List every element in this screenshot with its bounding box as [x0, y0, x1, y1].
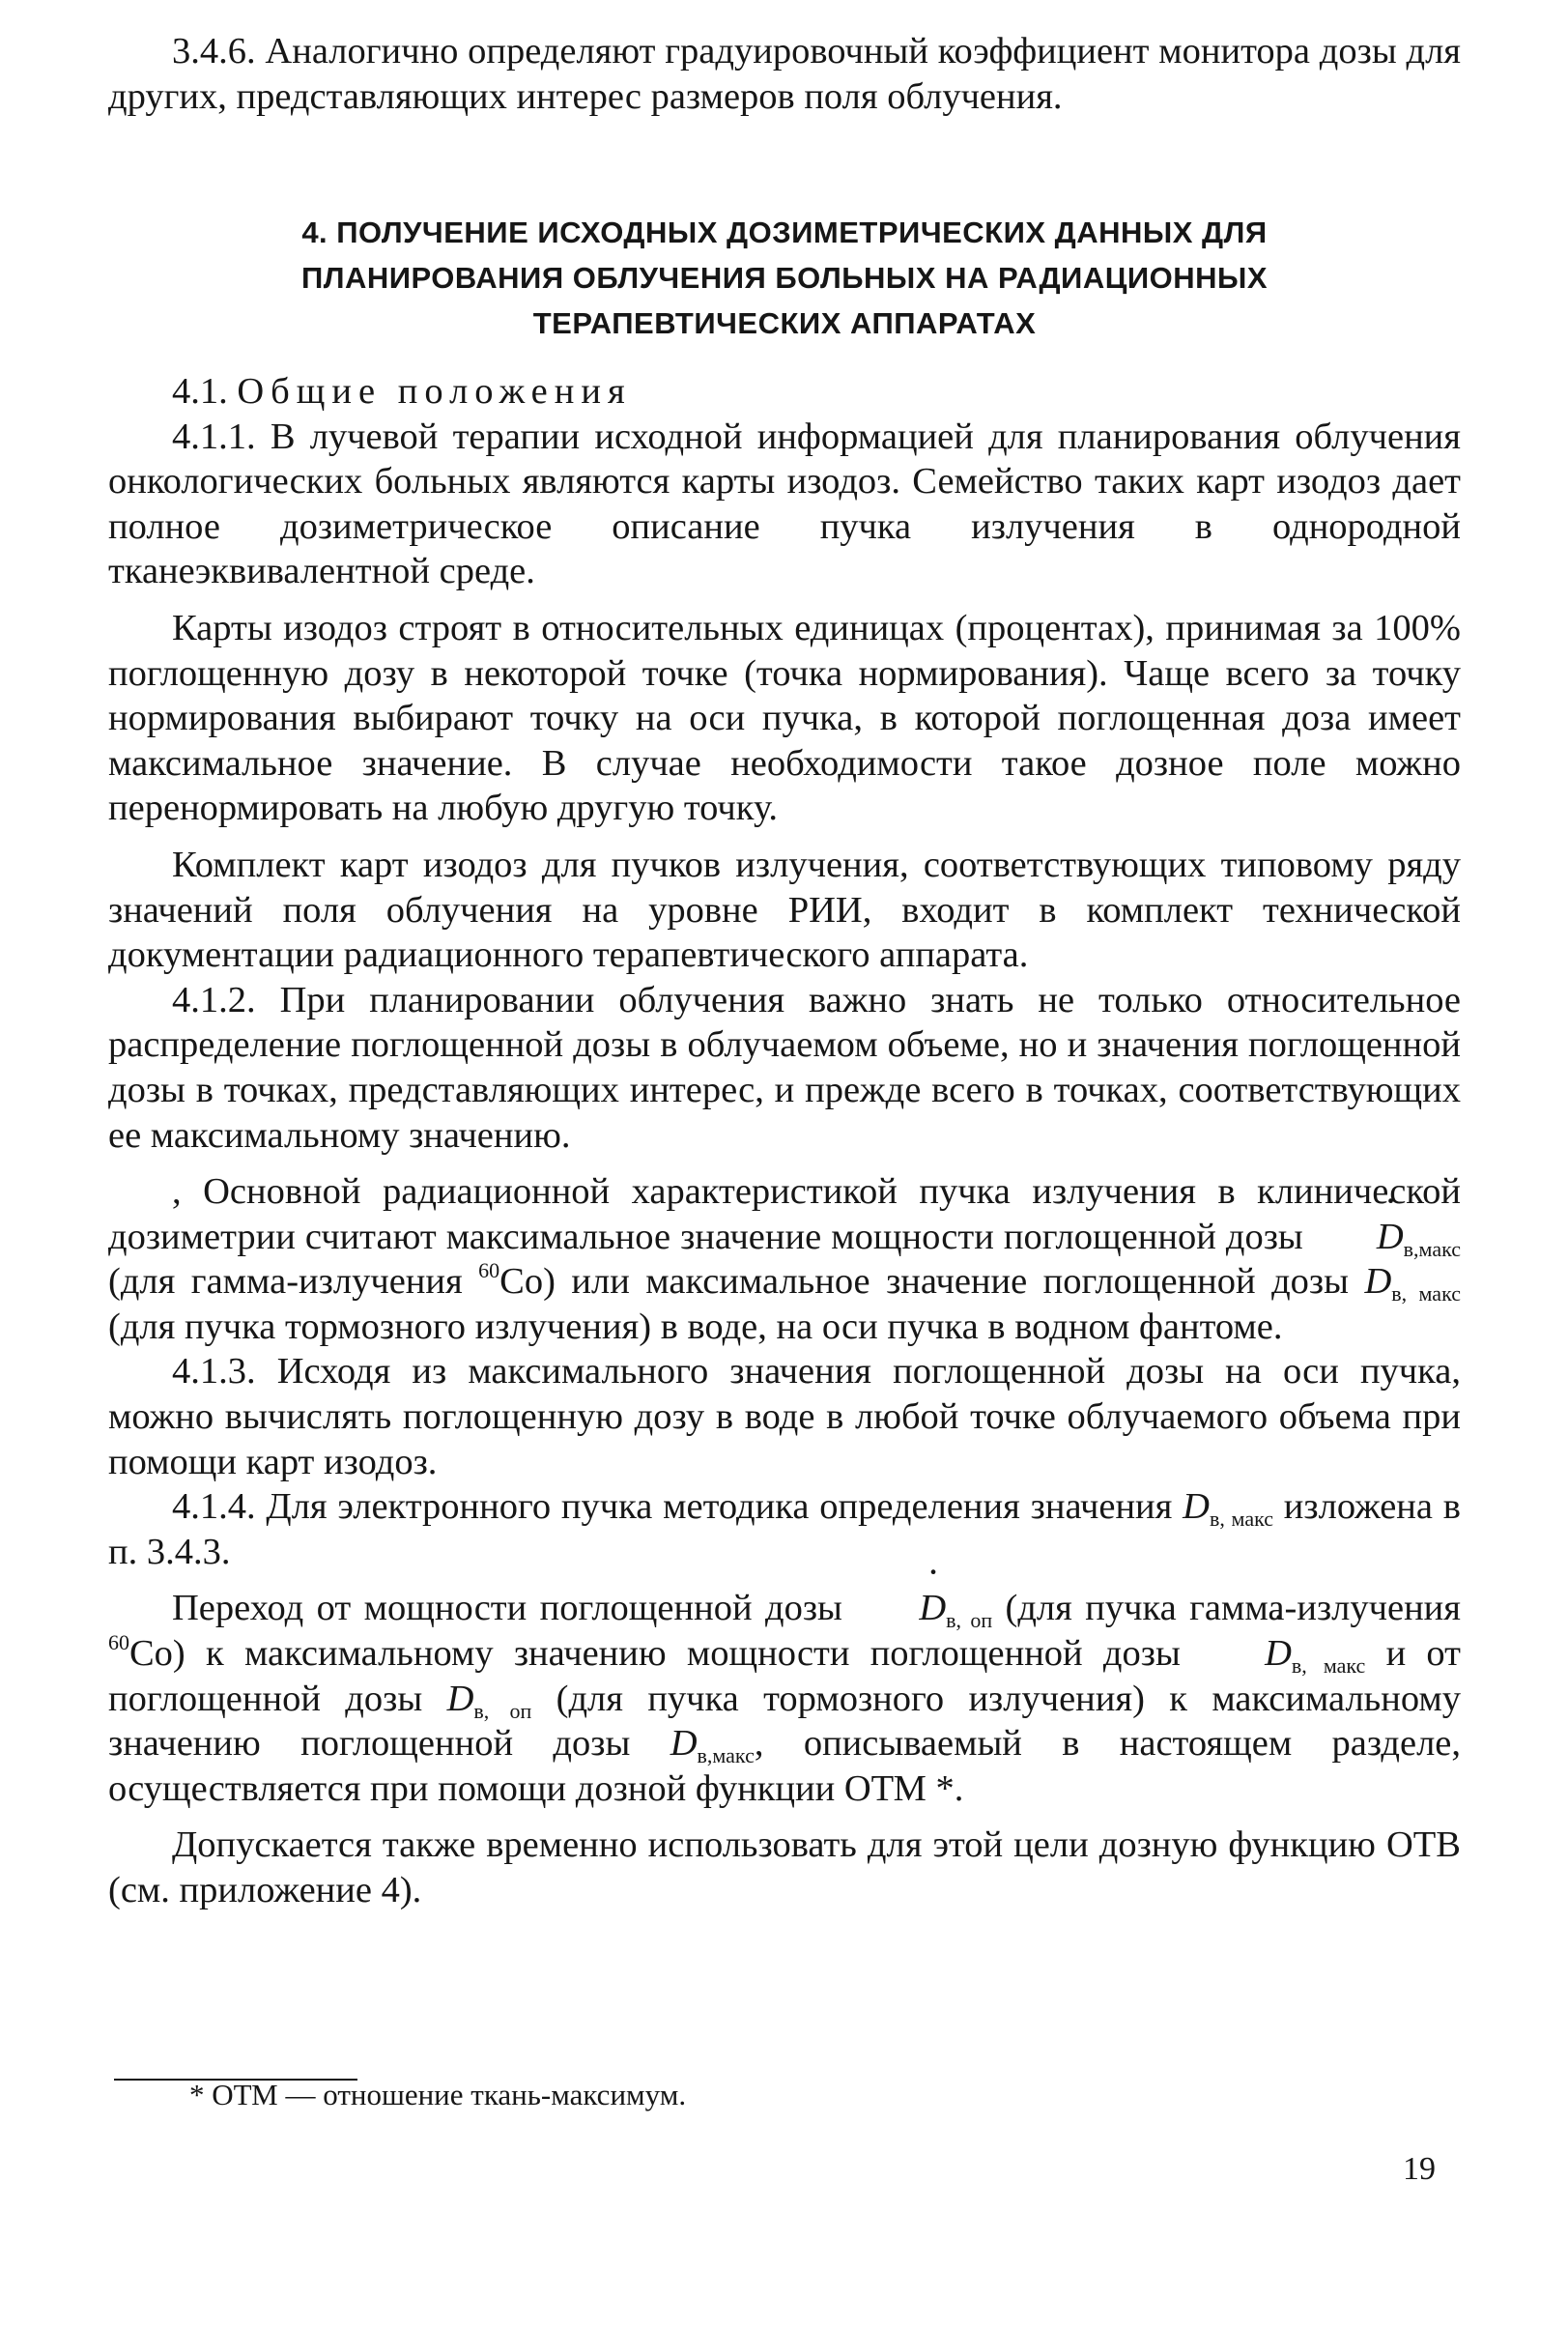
paragraph-4-1-1: 4.1.1. В лучевой терапии исходной информацией для планирования облучения онкологических больных являются карты изодоз. Семейство таких карт изодоз дает полное дозиметрическое описание пучка излучения в однородной тканеэквивалентной среде.: [108, 416, 1461, 592]
section-3-4-6: [108, 29, 1461, 119]
dose-rate-symbol: · D: [1201, 1631, 1292, 1677]
paragraph-4-1-4: 4.1.4. Для электронного пучка методика определения значения $D_{в, макс}$ изложена в п. 3.4.3.: [108, 1486, 1461, 1572]
paragraph-4-1-3: 4.1.3. Исходя из максимального значения поглощенной дозы на оси пучка, можно вычислять поглощенную дозу в воде в любой точке облучаемого объема при помощи карт изодоз.: [108, 1351, 1461, 1482]
subsection-number: 4.1.: [172, 371, 228, 412]
subsection-4-1-title: [108, 369, 1461, 415]
dose-rate-symbol: · D: [855, 1586, 946, 1631]
dose-symbol: D: [1183, 1486, 1210, 1528]
section-4-body: [108, 369, 1461, 1913]
dose-symbol: D: [446, 1678, 474, 1719]
paragraph-3-4-6: 3.4.6. Аналогично определяют градуировочный коэффициент монитора дозы для других, представляющих интерес размеров поля облучения.: [108, 31, 1461, 117]
section-title-line-3: ТЕРАПЕВТИЧЕСКИХ АППАРАТАХ: [532, 306, 1037, 340]
section-4-heading: [108, 210, 1461, 346]
section-title-line-2: ПЛАНИРОВАНИЯ ОБЛУЧЕНИЯ БОЛЬНЫХ НА РАДИАЦИОННЫХ: [300, 261, 1269, 295]
paragraph-isodose-kit: Комплект карт изодоз для пучков излучения, соответствующих типовому ряду значений поля облучения на уровне РИИ, входит в комплект технической документации радиационного терапевтического аппарата.: [108, 844, 1461, 976]
subsection-name: Общие положения: [237, 371, 632, 412]
dose-symbol: D: [1364, 1261, 1392, 1303]
dose-symbol: D: [670, 1723, 698, 1765]
dose-rate-symbol: · D: [1313, 1215, 1404, 1260]
paragraph-isodose-maps: Карты изодоз строят в относительных единицах (процентах), принимая за 100% поглощенную дозу в некоторой точке (точка нормирования). Чаще всего за точку нормирования выбирают точку на оси пучка, в которой поглощенная доза имеет максимальное значение. В случае необходимости такое дозное поле можно перенормировать на любую другую точку.: [108, 607, 1461, 829]
footnote: * ОТМ — отношение ткань-максимум.: [189, 2078, 687, 2111]
paragraph-allowed: Допускается также временно использовать для этой цели дозную функцию ОТВ (см. приложение 4).: [108, 1824, 1461, 1910]
paragraph-transition: Переход от мощности поглощенной дозы · $D_{в, оп}$ (для пучка гамма-излучения $^{60}$Co) к максимальному значению мощности поглощенной дозы · $D_{в, макс}$ и от поглощенной дозы $D_{в, оп}$ (для пучка тормозного излучения) к максимальному значению поглощенной дозы $D_{в,макс}$, описываемый в настоящем разделе, осуществляется при помощи дозной функции ОТМ *.: [108, 1586, 1461, 1811]
paragraph-main-characteristic: , Основной радиационной характеристикой пучка излучения в клинической дозиметрии считают максимальное значение мощности поглощенной дозы · $D_{в,макс}$ (для гамма-излучения $^{60}$Co) или максимальное значение поглощенной дозы $D_{в, макс}$ (для пучка тормозного излучения) в воде, на оси пучка в водном фантоме.: [108, 1169, 1461, 1349]
page-number: 19: [1403, 2151, 1436, 2187]
paragraph-4-1-2: 4.1.2. При планировании облучения важно знать не только относительное распределение поглощенной дозы в облучаемом объеме, но и значения поглощенной дозы в точках, представляющих интерес, и прежде всего в точках, соответствующих ее максимальному значению.: [108, 979, 1461, 1156]
section-title-line-1: 4. ПОЛУЧЕНИЕ ИСХОДНЫХ ДОЗИМЕТРИЧЕСКИХ ДАННЫХ ДЛЯ: [301, 215, 1268, 249]
